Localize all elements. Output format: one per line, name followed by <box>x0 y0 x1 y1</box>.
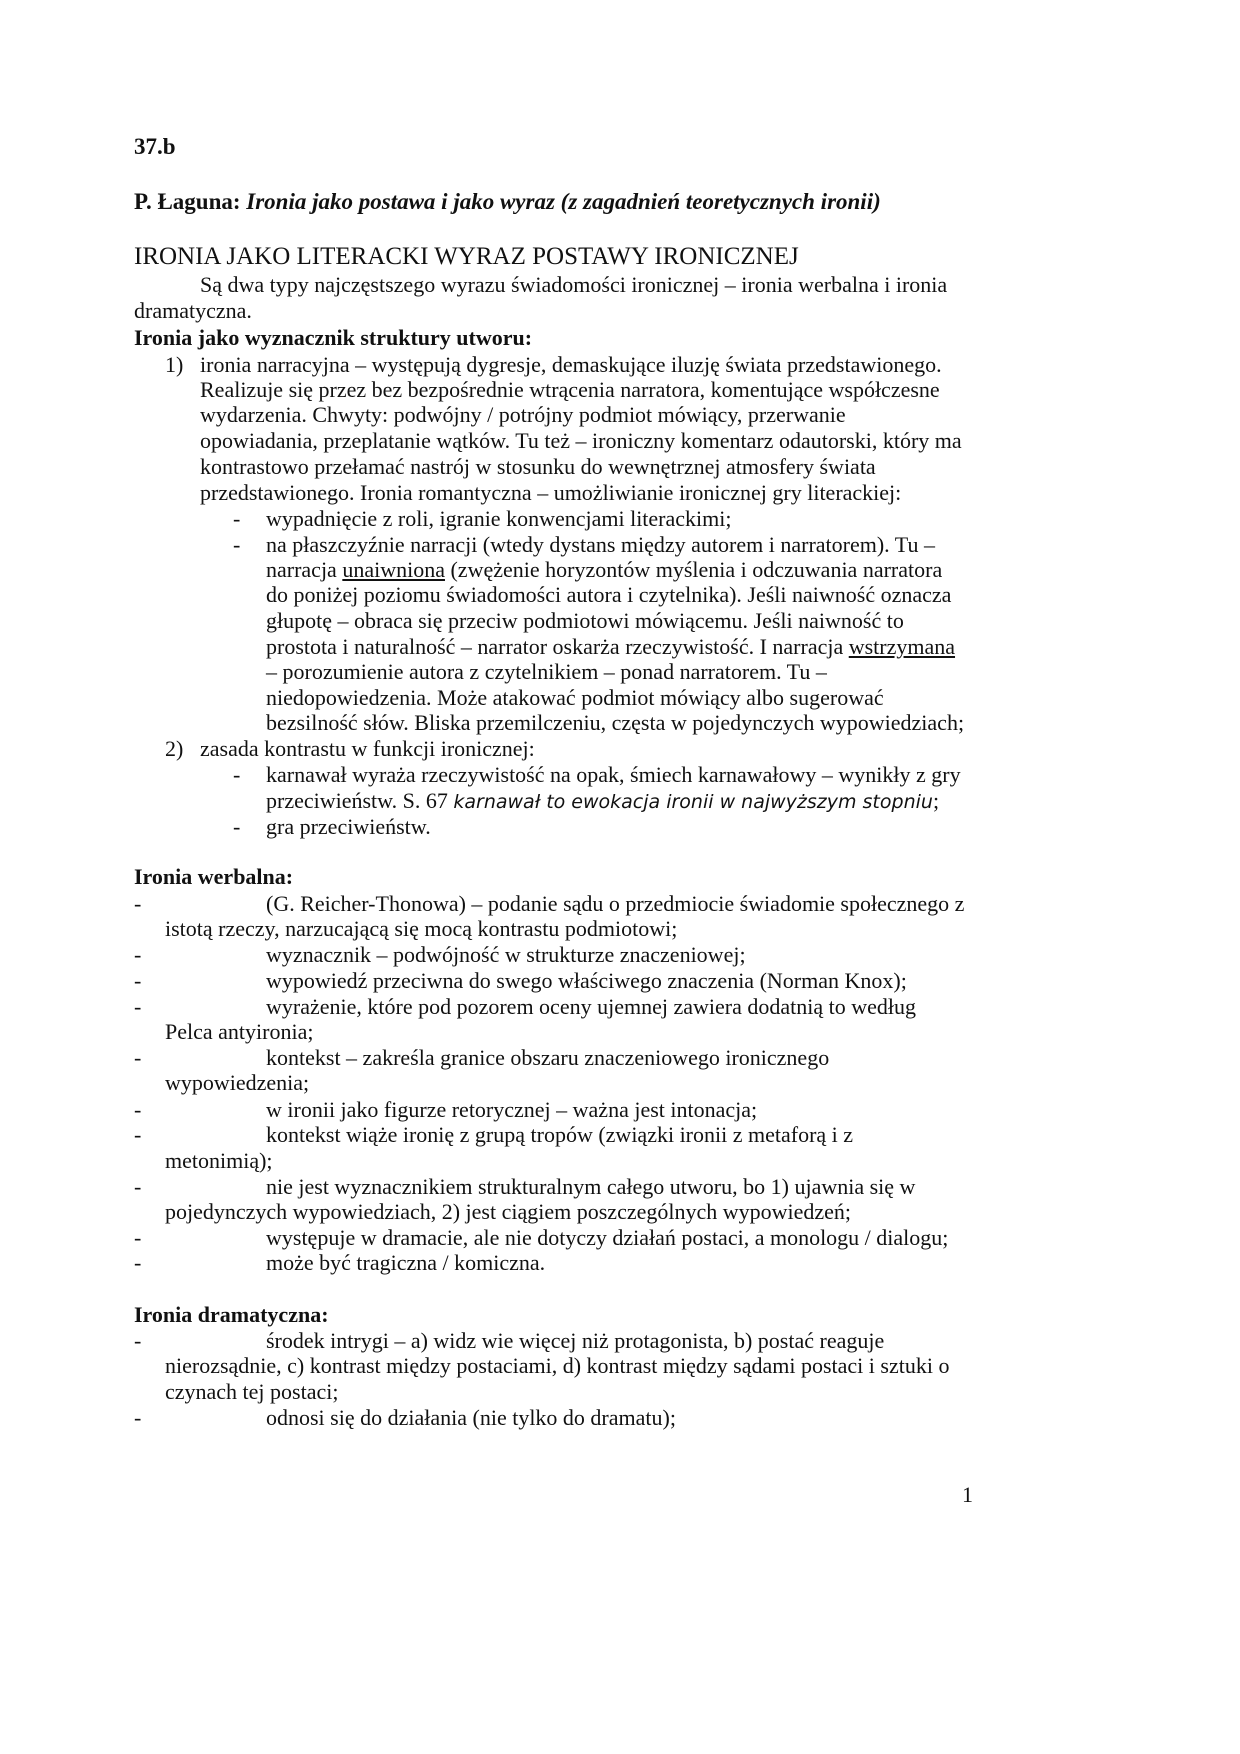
sub-item-line: wypadnięcie z roli, igranie konwencjami literackimi; <box>266 506 732 531</box>
text-run: narracja <box>266 557 343 582</box>
bullet-dash: - <box>134 1097 142 1122</box>
bullet-dash: - <box>233 506 241 531</box>
verbal-item-line: kontekst – zakreśla granice obszaru znaczeniowego ironicznego <box>266 1045 830 1070</box>
verbal-item-line: metonimią); <box>165 1148 273 1173</box>
sub-item-line: bezsilność słów. Bliska przemilczeniu, częsta w pojedynczych wypowiedziach; <box>266 710 965 735</box>
sub-item-line <box>266 633 955 661</box>
list-item-line: przedstawionego. Ironia romantyczna – umożliwianie ironicznej gry literackiej: <box>200 480 902 505</box>
verbal-item-line: istotą rzeczy, narzucającą się mocą kontrastu podmiotowi; <box>165 916 678 941</box>
main-heading: IRONIA JAKO LITERACKI WYRAZ POSTAWY IRONICZNEJ <box>134 243 799 270</box>
list-item-line: zasada kontrastu w funkcji ironicznej: <box>200 736 535 761</box>
structure-heading: Ironia jako wyznacznik struktury utworu: <box>134 325 533 350</box>
verbal-item-line: Pelca antyironia; <box>165 1019 314 1044</box>
text-run: przeciwieństw. S. 67 <box>266 788 454 813</box>
verbal-item-line: może być tragiczna / komiczna. <box>266 1250 546 1275</box>
page-number: 1 <box>962 1482 973 1507</box>
text-run: ; <box>932 788 940 813</box>
bullet-dash: - <box>134 1405 142 1430</box>
dramatic-item-line: nierozsądnie, c) kontrast między postaciami, d) kontrast między sądami postaci i sztuki o <box>165 1353 950 1378</box>
verbal-item-line: w ironii jako figurze retorycznej – ważna jest intonacja; <box>266 1097 758 1122</box>
dramatic-heading: Ironia dramatyczna: <box>134 1302 329 1327</box>
sub-item-line: gra przeciwieństw. <box>266 814 431 839</box>
bullet-dash: - <box>134 1174 142 1199</box>
bullet-dash: - <box>233 532 241 557</box>
sub-item-line: – porozumienie autora z czytelnikiem – ponad narratorem. Tu – <box>266 659 827 684</box>
sub-item-line: na płaszczyźnie narracji (wtedy dystans między autorem i narratorem). Tu – <box>266 532 935 557</box>
bullet-dash: - <box>134 1045 142 1070</box>
verbal-item-line: wyrażenie, które pod pozorem oceny ujemnej zawiera dodatnią to według <box>266 994 916 1019</box>
bullet-dash: - <box>134 1225 142 1250</box>
verbal-heading: Ironia werbalna: <box>134 864 294 889</box>
verbal-item-line: występuje w dramacie, ale nie dotyczy działań postaci, a monologu / dialogu; <box>266 1225 949 1250</box>
sub-item-line: karnawał wyraża rzeczywistość na opak, śmiech karnawałowy – wynikły z gry <box>266 762 961 787</box>
bullet-dash: - <box>134 968 142 993</box>
verbal-item-line: nie jest wyznacznikiem strukturalnym całego utworu, bo 1) ujawnia się w <box>266 1174 916 1199</box>
sub-item-line <box>266 787 939 816</box>
bullet-dash: - <box>134 1122 142 1147</box>
verbal-item-line: wypowiedź przeciwna do swego właściwego znaczenia (Norman Knox); <box>266 968 907 993</box>
section-id: 37.b <box>134 134 176 159</box>
bullet-dash: - <box>134 994 142 1019</box>
bullet-dash: - <box>134 891 142 916</box>
list-number-1: 1) <box>165 352 184 377</box>
sub-item-line: niedopowiedzenia. Może atakować podmiot mówiący albo sugerować <box>266 685 884 710</box>
italic-quote: karnawał to ewokacja ironii w najwyższym stopniu <box>453 791 933 813</box>
dramatic-item-line: odnosi się do działania (nie tylko do dramatu); <box>266 1405 676 1430</box>
text-run: prostota i naturalność – narrator oskarża rzeczywistość. I narracja <box>266 634 849 659</box>
list-item-line: ironia narracyjna – występują dygresje, demaskujące iluzję świata przedstawionego. <box>200 352 942 377</box>
work-title: Ironia jako postawa i jako wyraz (z zagadnień teoretycznych ironii) <box>246 189 881 214</box>
intro-line-1: Są dwa typy najczęstszego wyrazu świadomości ironicznej – ironia werbalna i ironia <box>200 272 948 297</box>
author-name: P. Łaguna: <box>134 189 247 214</box>
dramatic-item-line: czynach tej postaci; <box>165 1379 339 1404</box>
list-item-line: Realizuje się przez bez bezpośrednie wtrącenia narratora, komentujące współczesne <box>200 377 940 402</box>
list-item-line: wydarzenia. Chwyty: podwójny / potrójny podmiot mówiący, przerwanie <box>200 402 846 427</box>
verbal-item-line: wypowiedzenia; <box>165 1070 310 1095</box>
sub-item-line <box>266 556 942 584</box>
list-item-line: opowiadania, przeplatanie wątków. Tu też – ironiczny komentarz odautorski, który ma <box>200 428 962 453</box>
bullet-dash: - <box>233 814 241 839</box>
sub-item-line: głupotę – obraca się przeciw podmiotowi mówiącemu. Jeśli naiwność to <box>266 608 904 633</box>
bullet-dash: - <box>233 762 241 787</box>
source-citation <box>134 188 881 216</box>
text-run: (zwężenie horyzontów myślenia i odczuwania narratora <box>444 557 943 582</box>
verbal-item-line: (G. Reicher-Thonowa) – podanie sądu o przedmiocie świadomie społecznego z <box>266 891 965 916</box>
intro-line-2: dramatyczna. <box>134 298 252 323</box>
list-number-2: 2) <box>165 736 184 761</box>
verbal-item-line: wyznacznik – podwójność w strukturze znaczeniowej; <box>266 942 746 967</box>
bullet-dash: - <box>134 942 142 967</box>
bullet-dash: - <box>134 1250 142 1275</box>
verbal-item-line: pojedynczych wypowiedziach, 2) jest ciągiem poszczególnych wypowiedzeń; <box>165 1199 852 1224</box>
list-item-line: kontrastowo przełamać nastrój w stosunku do wewnętrznej atmosfery świata <box>200 454 876 479</box>
underlined-term: unaiwniona <box>342 557 445 582</box>
verbal-item-line: kontekst wiąże ironię z grupą tropów (związki ironii z metaforą i z <box>266 1122 854 1147</box>
bullet-dash: - <box>134 1328 142 1353</box>
sub-item-line: do poniżej poziomu świadomości autora i czytelnika). Jeśli naiwność oznacza <box>266 582 952 607</box>
dramatic-item-line: środek intrygi – a) widz wie więcej niż protagonista, b) postać reaguje <box>266 1328 885 1353</box>
underlined-term: wstrzymana <box>848 634 956 659</box>
